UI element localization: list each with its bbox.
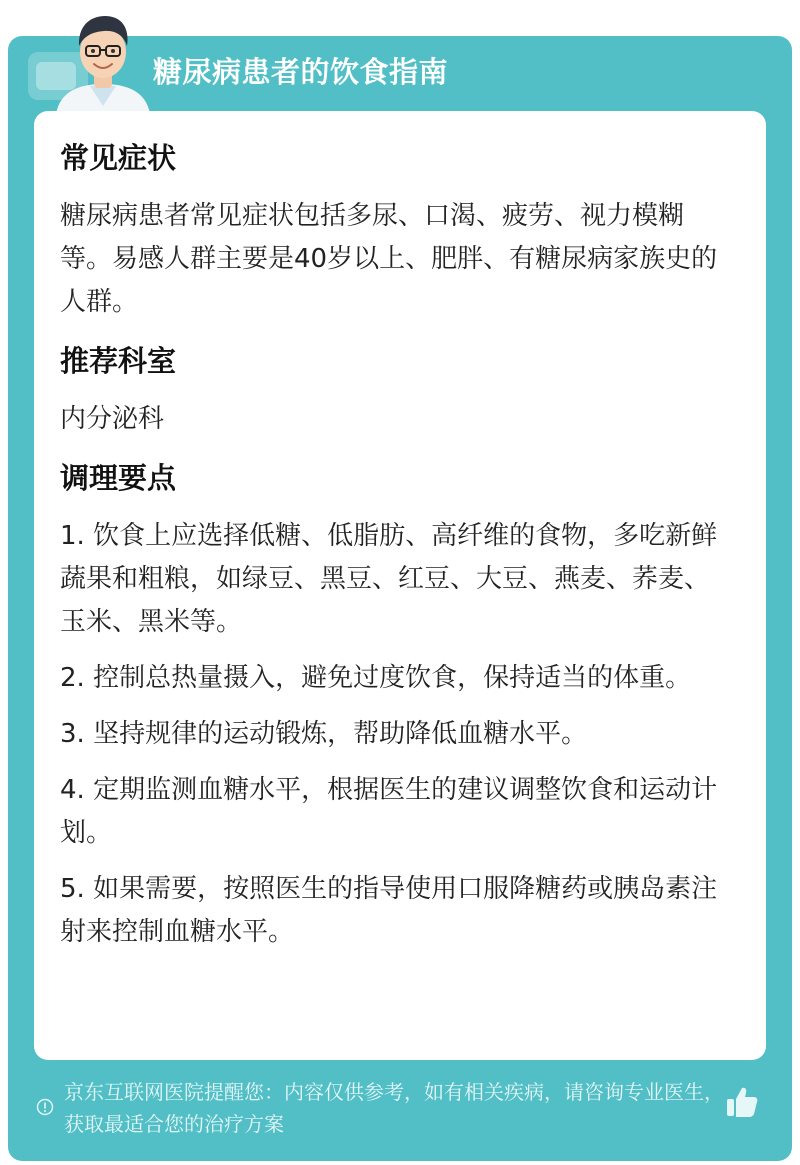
list-item: 5. 如果需要，按照医生的指导使用口服降糖药或胰岛素注射来控制血糖水平。: [60, 874, 718, 947]
page-title: 糖尿病患者的饮食指南: [153, 55, 449, 89]
section-title-symptoms: 常见症状: [60, 141, 177, 175]
list-item: 3. 坚持规律的运动锻炼，帮助降低血糖水平。: [60, 719, 588, 749]
list-item: 2. 控制总热量摄入，避免过度饮食，保持适当的体重。: [60, 663, 692, 693]
thumbs-up-icon[interactable]: [724, 1084, 760, 1120]
symptoms-text: 糖尿病患者常见症状包括多尿、口渴、疲劳、视力模糊等。易感人群主要是40岁以上、肥胖、有糖尿病家族史的人群。: [60, 201, 718, 317]
info-icon: [36, 1098, 54, 1116]
department-text: 内分泌科: [60, 404, 165, 434]
list-item: 4. 定期监测血糖水平，根据医生的建议调整饮食和运动计划。: [60, 775, 718, 848]
card-content: [60, 133, 726, 967]
footer-notice: 京东互联网医院提醒您：内容仅供参考，如有相关疾病，请咨询专业医生，获取最适合您的治疗方案: [64, 1080, 724, 1136]
list-item: 1. 饮食上应选择低糖、低脂肪、高纤维的食物，多吃新鲜蔬果和粗粮，如绿豆、黑豆、红豆、大豆、燕麦、荞麦、玉米、黑米等。: [60, 521, 718, 637]
doctor-avatar: [48, 6, 158, 114]
section-title-department: 推荐科室: [60, 344, 177, 378]
section-title-care-points: 调理要点: [60, 461, 177, 495]
content-card: [34, 111, 766, 1060]
